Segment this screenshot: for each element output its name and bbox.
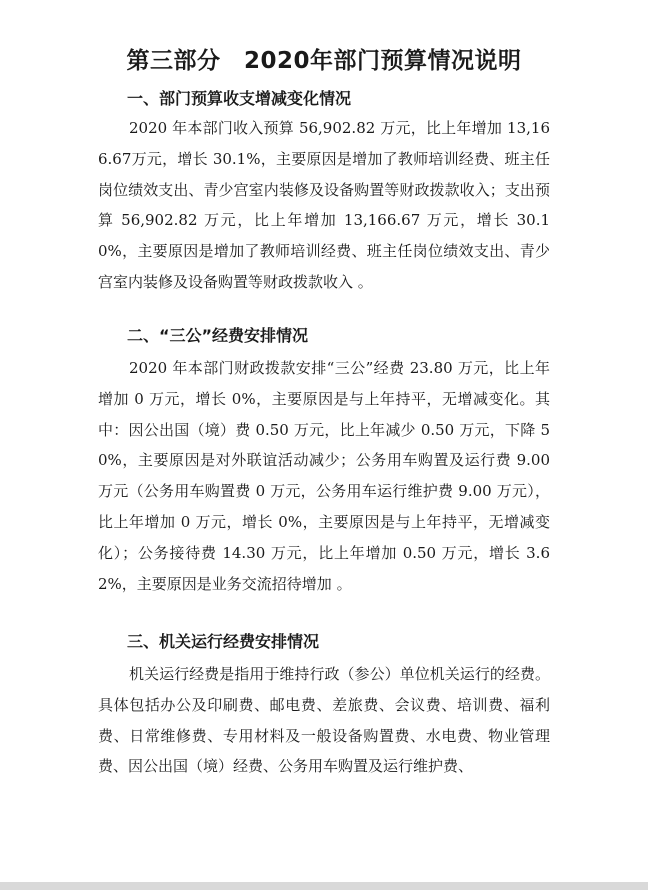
section-heading-operating-expenses: 三、机关运行经费安排情况 bbox=[127, 632, 320, 651]
section-paragraph-budget-changes: 2020 年本部门收入预算 56,902.82 万元，比上年增加 13,166.67万元，增长 30.1%，主要原因是增加了教师培训经费、班主任岗位绩效支出、青少宫室内装修及设备购置等财政拨款收入；支出预算 56,902.82 万元，比上年增加 13,166.67 万元，增长 30.10%，主要原因是增加了教师培训经费、班主任岗位绩效支出、青少宫室内装修及设备购置等财政拨款收入 。 bbox=[98, 119, 550, 291]
page-title: 第三部分 2020年部门预算情况说明 bbox=[126, 48, 522, 74]
page-bottom-divider bbox=[0, 882, 648, 890]
section-paragraph-three-public-expenses: 2020 年本部门财政拨款安排“三公”经费 23.80 万元，比上年增加 0 万元，增长 0%，主要原因是与上年持平，无增减变化。其中：因公出国（境）费 0.50 万元，比上年减少 0.50 万元，下降 50%，主要原因是对外联谊活动减少；公务用车购置及运行费 9.00 万元（公务用车购置费 0 万元，公务用车运行维护费 9.00 万元），比上年增加 0 万元，增长 0%，主要原因是与上年持平，无增减变化）；公务接待费 14.30 万元，比上年增加 0.50 万元，增长 3.62%，主要原因是业务交流招待增加 。 bbox=[98, 359, 550, 593]
section-heading-budget-changes: 一、部门预算收支增减变化情况 bbox=[127, 89, 352, 108]
section-paragraph-operating-expenses: 机关运行经费是指用于维持行政（参公）单位机关运行的经费。具体包括办公及印刷费、邮电费、差旅费、会议费、培训费、福利费、日常维修费、专用材料及一般设备购置费、水电费、物业管理费、因公出国（境）经费、公务用车购置及运行维护费、 bbox=[98, 665, 550, 776]
section-heading-three-public-expenses: 二、“三公”经费安排情况 bbox=[127, 326, 309, 345]
